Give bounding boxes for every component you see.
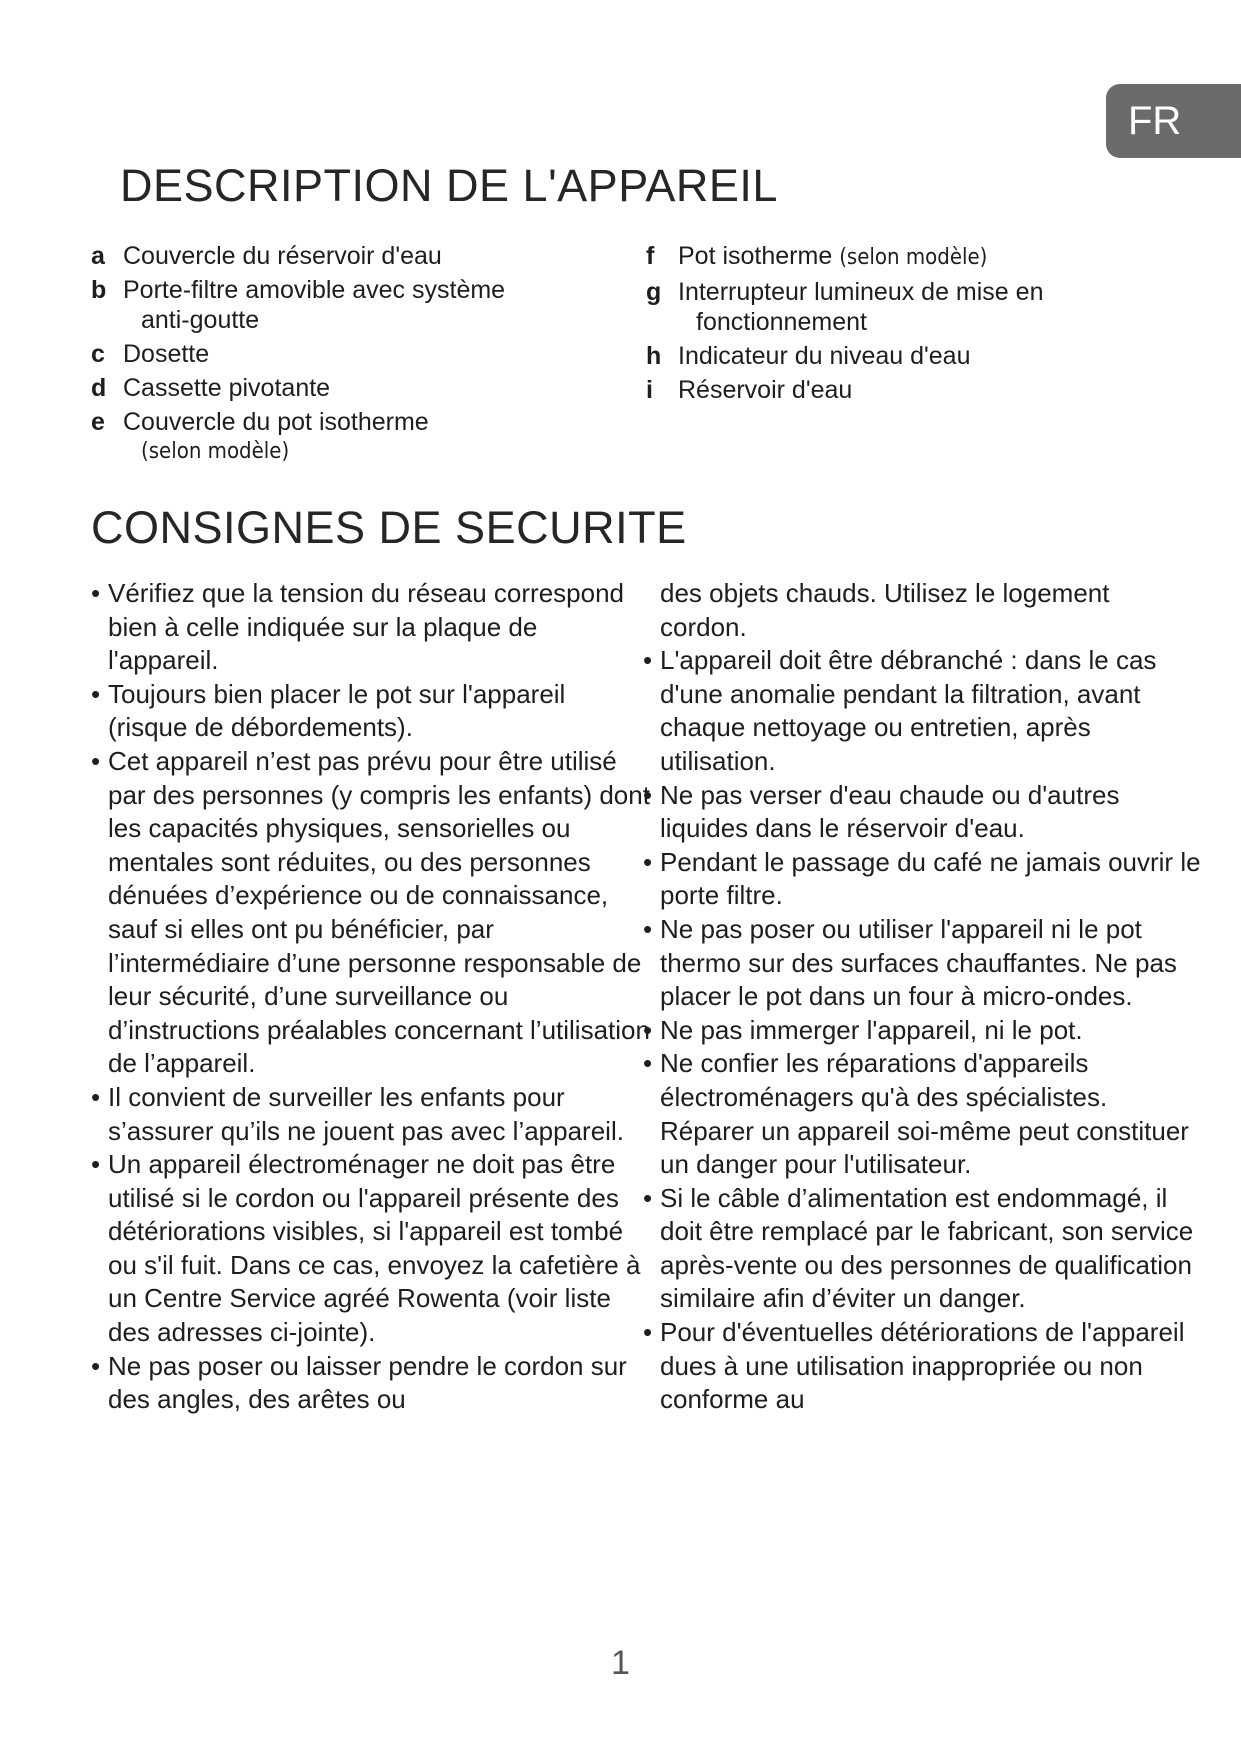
safety-item-continuation: des objets chauds. Utilisez le logement cordon. <box>660 578 1110 642</box>
item-letter: f <box>646 242 655 270</box>
safety-list-left <box>91 577 651 1417</box>
item-text: Interrupteur lumineux de mise en <box>678 278 1044 306</box>
item-text: Dosette <box>123 340 210 368</box>
description-item-g <box>646 277 1206 337</box>
safety-title: CONSIGNES DE SECURITE <box>91 502 687 553</box>
page-number: 1 <box>611 1644 630 1682</box>
item-text: Cassette pivotante <box>123 374 331 402</box>
description-item-f <box>646 241 1206 273</box>
safety-item: • L'appareil doit être débranché : dans le cas d'une anomalie pendant la filtration, avant chaque nettoyage ou entretien, après utilisation. <box>643 644 1203 778</box>
safety-item: • Toujours bien placer le pot sur l'appareil (risque de débordements). <box>91 678 651 745</box>
item-text: Couvercle du réservoir d'eau <box>123 242 442 270</box>
item-letter: i <box>646 376 653 404</box>
safety-item: • Il convient de surveiller les enfants pour s’assurer qu’ils ne jouent pas avec l’appareil. <box>91 1081 651 1148</box>
safety-item: • Pendant le passage du café ne jamais ouvrir le porte filtre. <box>643 846 1203 913</box>
safety-item: • Ne confier les réparations d'appareils électroménagers qu'à des spécialistes. Réparer un appareil soi-même peut constituer un danger pour l'utilisateur. <box>643 1047 1203 1181</box>
item-letter: c <box>91 340 105 368</box>
item-letter: g <box>646 278 662 306</box>
item-text: Réservoir d'eau <box>678 376 853 404</box>
item-letter: a <box>91 242 105 270</box>
description-list-right <box>646 241 1206 409</box>
description-item-e <box>91 407 651 467</box>
safety-item: • Un appareil électroménager ne doit pas être utilisé si le cordon ou l'appareil présente des détériorations visibles, si l'appareil est tombé ou s'il fuit. Dans ce cas, envoyez la cafetière à un Centre Service agréé Rowenta (voir liste des adresses ci-jointe). <box>91 1148 651 1350</box>
safety-item: • Ne pas verser d'eau chaude ou d'autres liquides dans le réservoir d'eau. <box>643 779 1203 846</box>
safety-item: • Vérifiez que la tension du réseau correspond bien à celle indiquée sur la plaque de l'appareil. <box>91 577 651 678</box>
item-text-continued: fonctionnement <box>696 308 867 336</box>
safety-item: • Pour d'éventuelles détériorations de l'appareil dues à une utilisation inappropriée ou non conforme au <box>643 1316 1203 1417</box>
safety-item: • Si le câble d’alimentation est endommagé, il doit être remplacé par le fabricant, son service après-vente ou des personnes de qualification similaire afin d’éviter un danger. <box>643 1182 1203 1316</box>
item-note: (selon modèle) <box>839 245 988 270</box>
item-letter: e <box>91 408 105 436</box>
description-item-d <box>91 373 651 403</box>
item-letter: b <box>91 276 107 304</box>
item-letter: d <box>91 374 107 402</box>
description-item-a <box>91 241 651 271</box>
item-note: (selon modèle) <box>141 439 290 464</box>
description-item-b <box>91 275 651 335</box>
description-item-c <box>91 339 651 369</box>
item-letter: h <box>646 342 662 370</box>
description-title: DESCRIPTION DE L'APPAREIL <box>120 160 778 211</box>
item-text: Indicateur du niveau d'eau <box>678 342 971 370</box>
safety-list-right <box>643 577 1203 1417</box>
item-text: Pot isotherme <box>678 242 833 270</box>
item-text-continued: anti-goutte <box>141 306 260 334</box>
safety-item: • Ne pas poser ou utiliser l'appareil ni le pot thermo sur des surfaces chauffantes. Ne pas placer le pot dans un four à micro-ondes. <box>643 913 1203 1014</box>
language-tab: FR <box>1106 84 1241 158</box>
description-item-i <box>646 375 1206 405</box>
item-text: Couvercle du pot isotherme <box>123 408 429 436</box>
item-text: Porte-filtre amovible avec système <box>123 276 506 304</box>
description-item-h <box>646 341 1206 371</box>
description-list-left <box>91 241 651 471</box>
safety-item: • Ne pas poser ou laisser pendre le cordon sur des angles, des arêtes ou <box>91 1350 651 1417</box>
safety-item: • Ne pas immerger l'appareil, ni le pot. <box>643 1014 1203 1048</box>
safety-item: • Cet appareil n’est pas prévu pour être utilisé par des personnes (y compris les enfants) dont les capacités physiques, sensorielles ou mentales sont réduites, ou des personnes dénuées d’expérience ou de connaissance, sauf si elles ont pu bénéficier, par l’intermédiaire d’une personne responsable de leur sécurité, d’une surveillance ou d’instructions préalables concernant l’utilisation de l’appareil. <box>91 745 651 1081</box>
